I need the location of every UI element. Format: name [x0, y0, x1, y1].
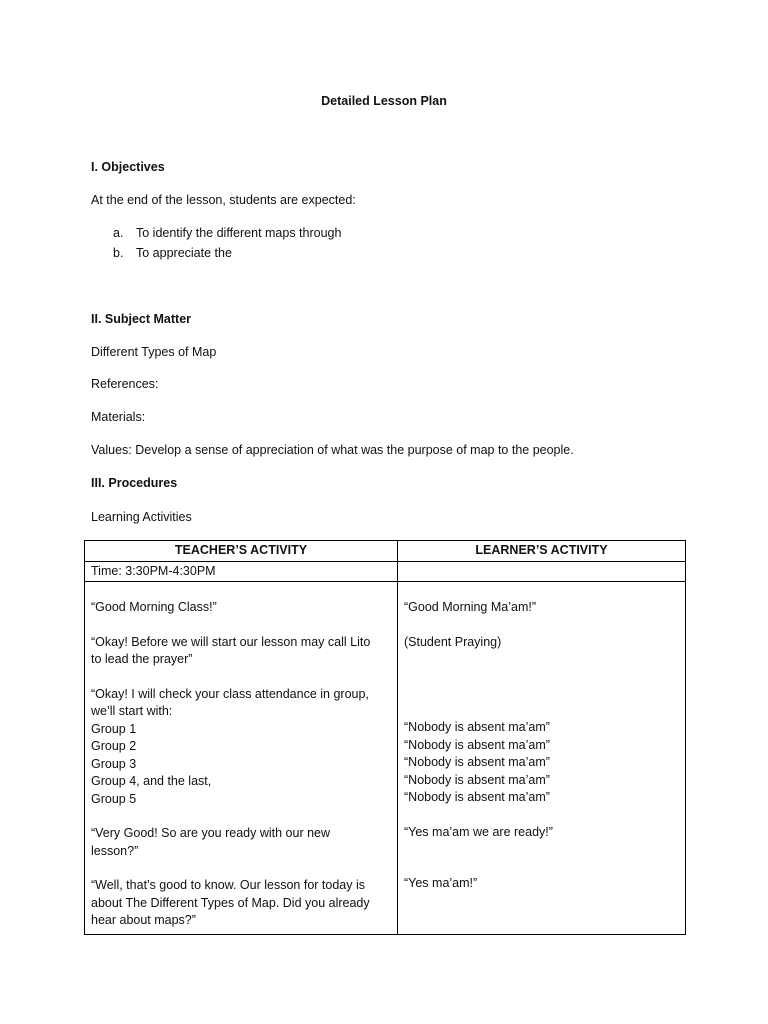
teacher-ready-line: “Very Good! So are you ready with our new — [91, 826, 331, 840]
learner-prayer: (Student Praying) — [404, 634, 502, 649]
teacher-maps-line: hear about maps?” — [91, 913, 196, 927]
activities-table — [84, 540, 686, 935]
group-item: Group 2 — [91, 739, 137, 753]
teacher-greeting: “Good Morning Class!” — [91, 600, 217, 614]
learner-activity-header: LEARNER’S ACTIVITY — [398, 541, 686, 562]
teacher-prayer-line: “Okay! Before we will start our lesson may call Lito — [91, 634, 371, 649]
table-row — [85, 561, 686, 582]
teacher-maps-line: “Well, that’s good to know. Our lesson for today is — [91, 878, 365, 892]
subject-matter-heading: II. Subject Matter — [91, 312, 192, 326]
learner-absent-reply: “Nobody is absent ma’am” — [404, 790, 550, 804]
group-item: Group 5 — [91, 791, 137, 806]
objective-marker-a: a. — [113, 226, 124, 240]
teacher-activity-header: TEACHER’S ACTIVITY — [85, 541, 398, 562]
group-item: Group 4, and the last, — [91, 774, 212, 788]
learner-ready-reply: “Yes ma’am we are ready!” — [404, 824, 553, 839]
objective-marker-b: b. — [113, 246, 124, 260]
learner-activity-cell — [398, 582, 686, 935]
materials-label: Materials: — [91, 410, 146, 424]
learner-absent-reply: “Nobody is absent ma’am” — [404, 755, 550, 769]
learner-absent-reply: “Nobody is absent ma’am” — [404, 772, 550, 787]
procedures-heading: III. Procedures — [91, 476, 178, 490]
learner-absent-reply: “Nobody is absent ma’am” — [404, 737, 550, 752]
table-row — [85, 582, 686, 935]
teacher-activity-cell — [85, 582, 398, 935]
objectives-heading: I. Objectives — [91, 160, 165, 174]
table-header-row — [85, 541, 686, 562]
teacher-ready-line: lesson?” — [91, 843, 139, 858]
objectives-intro: At the end of the lesson, students are expected: — [91, 193, 356, 207]
teacher-prayer-line: to lead the prayer” — [91, 652, 193, 666]
group-item: Group 3 — [91, 756, 137, 771]
values-text: Values: Develop a sense of appreciation of what was the purpose of map to the people. — [91, 443, 574, 457]
time-cell: Time: 3:30PM-4:30PM — [85, 561, 398, 582]
objective-item-b: To appreciate the — [136, 246, 232, 260]
teacher-attendance-line: “Okay! I will check your class attendance in group, — [91, 686, 369, 701]
document-title: Detailed Lesson Plan — [321, 94, 447, 108]
objective-item-a: To identify the different maps through — [136, 226, 342, 240]
teacher-maps-line: about The Different Types of Map. Did you already — [91, 895, 370, 910]
empty-cell — [398, 561, 686, 582]
learning-activities-label: Learning Activities — [91, 510, 192, 524]
teacher-attendance-line: we’ll start with: — [91, 704, 173, 718]
learner-absent-reply: “Nobody is absent ma’am” — [404, 720, 550, 734]
learner-greeting: “Good Morning Ma’am!” — [404, 600, 536, 614]
references-label: References: — [91, 377, 159, 391]
learner-maps-reply: “Yes ma’am!” — [404, 876, 478, 890]
subject-topic: Different Types of Map — [91, 345, 217, 359]
group-item: Group 1 — [91, 721, 137, 736]
